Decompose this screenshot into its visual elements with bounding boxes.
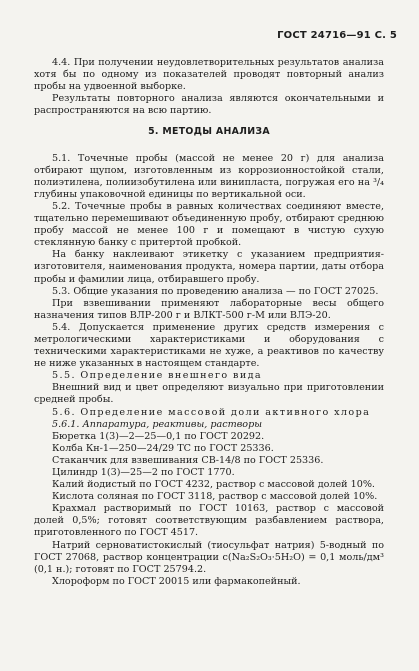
paragraph-weighing: При взвешивании применяют лабораторные весы общего назначения типов ВЛР-200 г и ВЛКТ-500 г-М или ВЛЭ-20. bbox=[34, 297, 384, 321]
paragraph-appearance: Внешний вид и цвет определяют визуально при приготовлении средней пробы. bbox=[34, 382, 384, 406]
item-potassium-iodide: Калий йодистый по ГОСТ 4232, раствор с массовой долей 10%. bbox=[52, 479, 375, 491]
paragraph-5-1: 5.1. Точечные пробы (массой не менее 20 г) для анализа отбирают щупом, изготовленным из коррозионностойкой стали, полиэтилена, полиизобутилена или винипласта, погружая его на ³/₄ глубины упаковочной единицы по вертикальной оси. bbox=[34, 152, 384, 200]
item-weighing-cup: Стаканчик для взвешивания СВ-14/8 по ГОСТ 25336. bbox=[52, 454, 324, 466]
paragraph-5-4: 5.4. Допускается применение других средств измерения с метрологическими характеристиками и оборудования с техническими характеристиками не хуже, а реактивов по качеству не ниже указанных в настоящем стандарте. bbox=[34, 321, 384, 370]
page-header: ГОСТ 24716—91 С. 5 bbox=[277, 30, 397, 41]
paragraph-4-4: 4.4. При получении неудовлетворительных результатов анализа хотя бы по одному из показателей проводят повторный анализ пробы на удвоенной выборке. bbox=[34, 57, 384, 93]
subheading-5-5: 5.5. Определение внешнего вида bbox=[52, 370, 263, 382]
paragraph-label: На банку наклеивают этикетку с указанием предприятия-изготовителя, наименования продукта, номера партии, даты отбора пробы и фамилии лица, отбиравшего пробу. bbox=[34, 249, 384, 285]
item-chloroform: Хлороформ по ГОСТ 20015 или фармакопейный. bbox=[52, 575, 301, 587]
paragraph-5-3: 5.3. Общие указания по проведению анализа — по ГОСТ 27025. bbox=[52, 285, 379, 297]
document-body bbox=[34, 57, 384, 588]
item-hydrochloric-acid: Кислота соляная по ГОСТ 3118, раствор с массовой долей 10%. bbox=[52, 491, 378, 503]
item-starch: Крахмал растворимый по ГОСТ 10163, раствор с массовой долей 0,5%; готовят соответствующим разбавлением раствора, приготовленного по ГОСТ 4517. bbox=[34, 503, 384, 539]
subheading-5-6: 5.6. Определение массовой доли активного хлора bbox=[52, 406, 371, 418]
item-sodium-thiosulfate: Натрий серноватистокислый (тиосульфат натрия) 5-водный по ГОСТ 27068, раствор концентрации c(Na₂S₂O₃·5H₂O) = 0,1 моль/дм³ (0,1 н.); готовят по ГОСТ 25794.2. bbox=[34, 539, 384, 575]
paragraph-results: Результаты повторного анализа являются окончательными и распространяются на всю партию. bbox=[34, 93, 384, 117]
subheading-5-6-1: 5.6.1. Аппаратура, реактивы, растворы bbox=[52, 418, 263, 430]
item-flask: Колба Кн-1—250—24/29 ТС по ГОСТ 25336. bbox=[52, 442, 274, 454]
paragraph-5-2: 5.2. Точечные пробы в равных количествах соединяют вместе, тщательно перемешивают объединенную пробу, отбирают среднюю пробу массой не менее 100 г и помещают в чистую сухую стеклянную банку с притертой пробкой. bbox=[34, 200, 384, 249]
section-heading: 5. МЕТОДЫ АНАЛИЗА bbox=[148, 126, 270, 138]
item-burette: Бюретка 1(3)—2—25—0,1 по ГОСТ 20292. bbox=[52, 430, 265, 442]
item-cylinder: Цилиндр 1(3)—25—2 по ГОСТ 1770. bbox=[52, 467, 235, 478]
